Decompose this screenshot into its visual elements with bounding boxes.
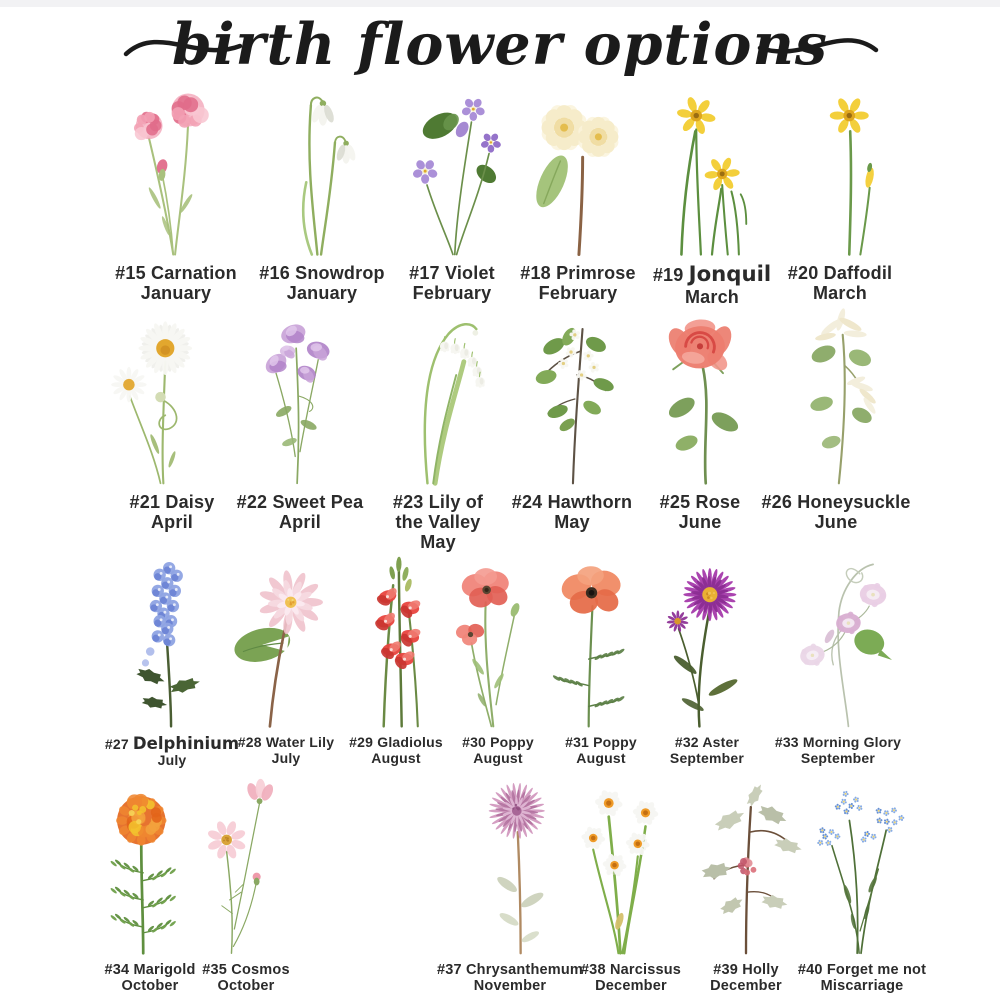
flower-month: January: [140, 283, 212, 304]
flower-month: December: [710, 978, 782, 995]
flower-month: November: [473, 978, 547, 995]
flower-number: #34: [104, 962, 130, 978]
flower-month: May: [420, 532, 456, 553]
flower-card-sweetpea: [225, 308, 375, 532]
flower-month: October: [217, 978, 275, 995]
flower-month: September: [669, 749, 745, 766]
forgetmenot-illustration: [787, 776, 937, 960]
flower-name: Poppy: [490, 734, 534, 750]
flower-name: Jonquil: [688, 262, 772, 287]
flower-name: Marigold: [133, 962, 196, 978]
flower-number: #40: [797, 962, 823, 978]
rose-illustration: [625, 308, 775, 490]
flower-month: August: [473, 749, 523, 766]
flower-name: Water Lily: [265, 734, 335, 750]
flower-number: #16: [259, 263, 290, 283]
flower-month: December: [595, 978, 667, 995]
flower-name: Carnation: [151, 263, 237, 283]
flower-name: Daisy: [165, 492, 215, 512]
flower-number: #39: [713, 962, 739, 978]
flower-month: July: [271, 749, 301, 766]
flower-number: #29: [349, 734, 374, 750]
flower-card-cosmos: [171, 776, 321, 994]
flower-name: Forget me not: [826, 962, 927, 978]
carnation-illustration: [101, 85, 251, 261]
flower-number: #31: [565, 734, 590, 750]
flower-month: July: [157, 752, 187, 769]
flower-month: March: [684, 286, 739, 307]
flower-number: #33: [774, 734, 799, 750]
aster-illustration: [632, 553, 782, 733]
flower-number: #20: [787, 263, 819, 283]
flower-number: #17: [409, 263, 440, 283]
morningglory-illustration: [763, 553, 913, 733]
flower-month: September: [800, 749, 876, 766]
flower-name: Chrysanthemum: [466, 962, 584, 978]
flower-number: #19: [652, 265, 684, 285]
flower-number: #32: [674, 734, 699, 750]
flower-name: Violet: [444, 263, 495, 283]
flower-label: [745, 263, 935, 303]
flower-number: #15: [115, 263, 146, 283]
flower-label: [743, 735, 933, 766]
flower-month: March: [812, 283, 867, 304]
flower-month: June: [678, 512, 722, 533]
flower-card-daffodil: [765, 85, 915, 303]
flower-month: April: [278, 512, 321, 533]
flower-number: #37: [436, 962, 462, 978]
flower-number: #30: [462, 734, 487, 750]
flower-month: February: [538, 283, 618, 304]
page-title: birth flower options: [172, 11, 828, 78]
flower-number: #26: [761, 492, 793, 512]
flower-name: Gladiolus: [377, 734, 443, 750]
sweetpea-illustration: [225, 308, 375, 490]
flower-number: #35: [202, 962, 228, 978]
flower-number: #28: [237, 734, 262, 750]
flower-name: Cosmos: [231, 962, 290, 978]
flower-label: [151, 962, 341, 994]
flower-month: February: [412, 283, 492, 304]
flower-name: Rose: [695, 492, 741, 512]
flower-name: Holly: [742, 962, 779, 978]
flower-name: Narcissus: [609, 962, 682, 978]
flower-label: [741, 492, 931, 532]
flower-card-honeysuckle: [761, 308, 911, 532]
cosmos-illustration: [171, 776, 321, 960]
flower-number: #38: [580, 962, 606, 978]
flower-name: Lily of the Valley: [395, 492, 484, 533]
flower-month: April: [150, 512, 193, 533]
honeysuckle-illustration: [761, 308, 911, 490]
flower-month: May: [554, 512, 590, 533]
flower-number: #22: [236, 492, 268, 512]
flower-month: January: [286, 283, 358, 304]
snowdrop-illustration: [247, 85, 397, 261]
flower-number: #18: [520, 263, 551, 283]
daffodil-illustration: [765, 85, 915, 261]
flower-name: Hawthorn: [547, 492, 633, 512]
flower-month: Miscarriage: [820, 978, 904, 995]
flower-number: #25: [659, 492, 691, 512]
flower-label: [386, 492, 490, 552]
flower-number: #24: [511, 492, 543, 512]
flower-month: October: [121, 978, 179, 995]
lilyofthevalley-illustration: [363, 308, 513, 490]
flower-month: August: [371, 749, 421, 766]
flower-name: Poppy: [593, 734, 637, 750]
flower-name: Aster: [702, 734, 740, 750]
flower-month: June: [814, 512, 858, 533]
flower-name: Morning Glory: [802, 734, 902, 750]
flower-number: #23: [392, 492, 424, 512]
flower-name: Snowdrop: [295, 263, 385, 283]
flower-name: Sweet Pea: [272, 492, 364, 512]
primrose-illustration: [503, 85, 653, 261]
flower-name: Honeysuckle: [797, 492, 911, 512]
flower-card-forgetmenot: [787, 776, 937, 994]
flower-month: August: [576, 749, 626, 766]
flower-number: #27: [104, 736, 129, 752]
flower-name: Delphinium: [132, 734, 240, 753]
flower-name: Daffodil: [823, 263, 893, 283]
flower-name: Primrose: [556, 263, 636, 283]
flower-label: [767, 962, 957, 994]
flower-number: #21: [129, 492, 161, 512]
flower-card-morningglory: [763, 553, 913, 766]
